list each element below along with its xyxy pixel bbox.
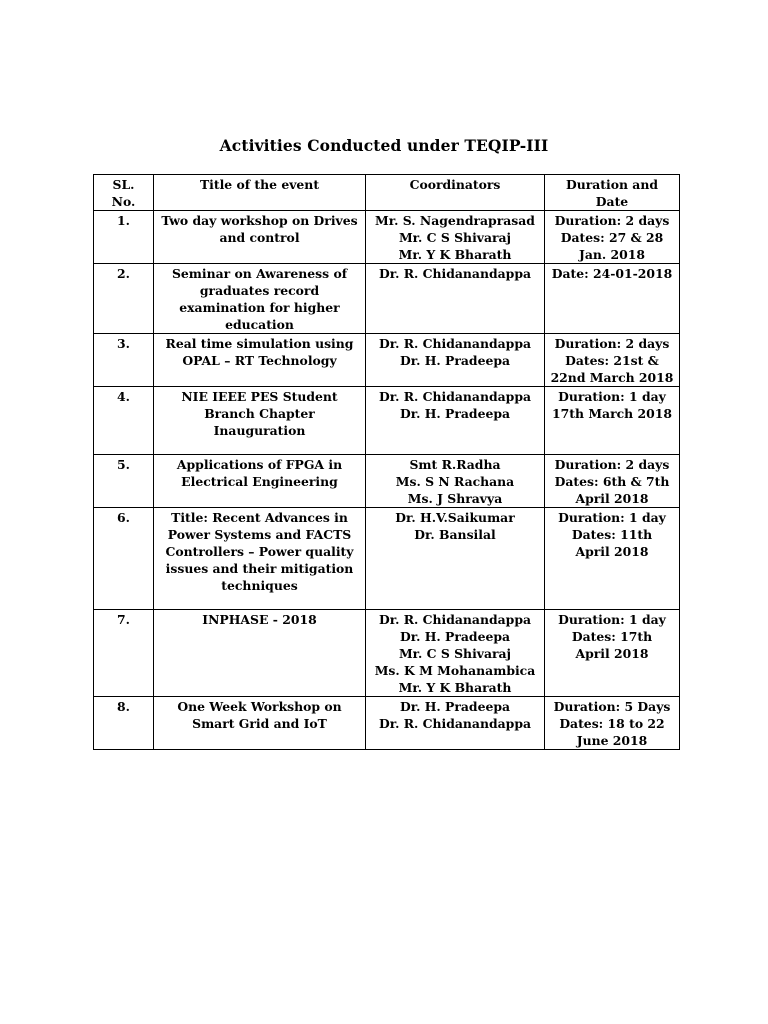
cell-coordinators-line: Dr. H. Pradeepa (399, 629, 511, 644)
table-row (94, 697, 680, 750)
table-row (94, 264, 680, 334)
cell-duration (545, 508, 680, 610)
cell-title-line: Inauguration (213, 423, 306, 438)
cell-title-line: Controllers – Power quality (165, 544, 354, 559)
cell-duration-line: Dates: 6th & 7th (554, 474, 670, 489)
header-sl-no-line: No. (111, 194, 136, 209)
cell-coordinators-line: Dr. R. Chidanandappa (378, 389, 532, 404)
cell-coordinators-line: Dr. H.V.Saikumar (395, 510, 515, 525)
cell-coordinators (366, 334, 545, 387)
cell-sl-no: 8. (94, 697, 154, 750)
cell-title-line: INPHASE - 2018 (202, 612, 317, 627)
cell-sl-no: 1. (94, 211, 154, 264)
cell-duration-line: Dates: 21st & (565, 353, 659, 368)
cell-duration-line: Duration: 1 day (558, 612, 666, 627)
header-sl-no (94, 175, 154, 211)
cell-sl-no: 7. (94, 610, 154, 697)
cell-title-line: Title: Recent Advances in (171, 510, 348, 525)
cell-coordinators-line: Dr. H. Pradeepa (399, 353, 511, 368)
cell-coordinators-line: Smt R.Radha (409, 457, 501, 472)
cell-title (154, 387, 366, 455)
table-row (94, 610, 680, 697)
cell-coordinators-line: Ms. K M Mohanambica (374, 663, 536, 678)
cell-coordinators-line: Dr. R. Chidanandappa (378, 266, 532, 281)
cell-title-line: techniques (221, 578, 298, 593)
cell-duration (545, 697, 680, 750)
cell-duration-line: April 2018 (575, 646, 649, 661)
cell-duration-line: Duration: 2 days (554, 457, 670, 472)
cell-duration-line: Duration: 2 days (554, 213, 670, 228)
cell-title (154, 697, 366, 750)
cell-title-line: Smart Grid and IoT (192, 716, 327, 731)
cell-title-line: and control (219, 230, 300, 245)
activities-table (93, 174, 680, 750)
cell-coordinators-line: Dr. H. Pradeepa (399, 406, 511, 421)
cell-title-line: Seminar on Awareness of (171, 266, 348, 281)
cell-coordinators (366, 610, 545, 697)
cell-duration (545, 264, 680, 334)
cell-coordinators-line: Dr. R. Chidanandappa (378, 336, 532, 351)
cell-duration-line: Duration: 1 day (558, 510, 666, 525)
cell-title (154, 610, 366, 697)
cell-sl-no: 3. (94, 334, 154, 387)
header-title: Title of the event (154, 175, 366, 211)
table-row (94, 387, 680, 455)
cell-title-line: One Week Workshop on (177, 699, 342, 714)
cell-title (154, 334, 366, 387)
cell-duration-line: Dates: 11th (571, 527, 653, 542)
cell-duration-line: June 2018 (576, 733, 648, 748)
table-row (94, 455, 680, 508)
header-sl-no-line: SL. (112, 177, 135, 192)
cell-duration-line: Dates: 18 to 22 (559, 716, 665, 731)
cell-coordinators-line: Dr. R. Chidanandappa (378, 612, 532, 627)
cell-duration (545, 455, 680, 508)
cell-title-line: NIE IEEE PES Student (181, 389, 338, 404)
cell-coordinators-line: Ms. J Shravya (407, 491, 503, 506)
cell-coordinators (366, 387, 545, 455)
cell-title-line: Power Systems and FACTS (167, 527, 352, 542)
cell-coordinators-line: Mr. C S Shivaraj (398, 230, 512, 245)
cell-sl-no: 4. (94, 387, 154, 455)
table-row (94, 508, 680, 610)
cell-duration (545, 387, 680, 455)
cell-duration-line: Dates: 17th (571, 629, 653, 644)
cell-sl-no: 6. (94, 508, 154, 610)
cell-title-line: examination for higher (179, 300, 340, 315)
cell-duration-line: Duration: 1 day (558, 389, 666, 404)
cell-title (154, 508, 366, 610)
cell-coordinators-line: Dr. Bansilal (414, 527, 496, 542)
cell-coordinators-line: Ms. S N Rachana (395, 474, 515, 489)
cell-coordinators-line: Mr. C S Shivaraj (398, 646, 512, 661)
cell-coordinators-line: Mr. Y K Bharath (398, 680, 512, 695)
cell-duration (545, 334, 680, 387)
table-row (94, 334, 680, 387)
header-duration (545, 175, 680, 211)
header-duration-line: Duration and (565, 177, 659, 192)
cell-coordinators (366, 264, 545, 334)
cell-sl-no: 5. (94, 455, 154, 508)
cell-title-line: Electrical Engineering (181, 474, 338, 489)
cell-coordinators-line: Mr. S. Nagendraprasad (375, 213, 535, 228)
document-title: Activities Conducted under TEQIP-III (219, 136, 549, 155)
cell-title-line: Applications of FPGA in (176, 457, 343, 472)
table-row (94, 211, 680, 264)
cell-duration-line: Duration: 2 days (554, 336, 670, 351)
cell-title (154, 264, 366, 334)
cell-coordinators-line: Dr. R. Chidanandappa (378, 716, 532, 731)
cell-coordinators (366, 455, 545, 508)
table-body (94, 211, 680, 750)
cell-duration-line: April 2018 (575, 544, 649, 559)
cell-title-line: OPAL – RT Technology (182, 353, 337, 368)
cell-coordinators-line: Dr. H. Pradeepa (399, 699, 511, 714)
cell-duration-line: Duration: 5 Days (553, 699, 671, 714)
cell-title-line: graduates record (199, 283, 320, 298)
cell-duration-line: Jan. 2018 (578, 247, 645, 262)
cell-sl-no: 2. (94, 264, 154, 334)
cell-duration-line: Date: 24-01-2018 (551, 266, 673, 281)
header-coordinators: Coordinators (366, 175, 545, 211)
header-duration-line: Date (595, 194, 629, 209)
cell-duration (545, 211, 680, 264)
cell-duration-line: 22nd March 2018 (550, 370, 674, 385)
cell-title-line: education (225, 317, 294, 332)
cell-duration-line: April 2018 (575, 491, 649, 506)
cell-duration-line: Dates: 27 & 28 (560, 230, 664, 245)
table-header-row (94, 175, 680, 211)
cell-title-line: Real time simulation using (165, 336, 354, 351)
cell-title-line: issues and their mitigation (165, 561, 354, 576)
cell-coordinators (366, 697, 545, 750)
cell-duration (545, 610, 680, 697)
cell-title (154, 455, 366, 508)
cell-duration-line: 17th March 2018 (552, 406, 672, 421)
cell-coordinators-line: Mr. Y K Bharath (398, 247, 512, 262)
cell-title (154, 211, 366, 264)
cell-title-line: Two day workshop on Drives (161, 213, 358, 228)
cell-coordinators (366, 211, 545, 264)
cell-coordinators (366, 508, 545, 610)
cell-title-line: Branch Chapter (204, 406, 315, 421)
